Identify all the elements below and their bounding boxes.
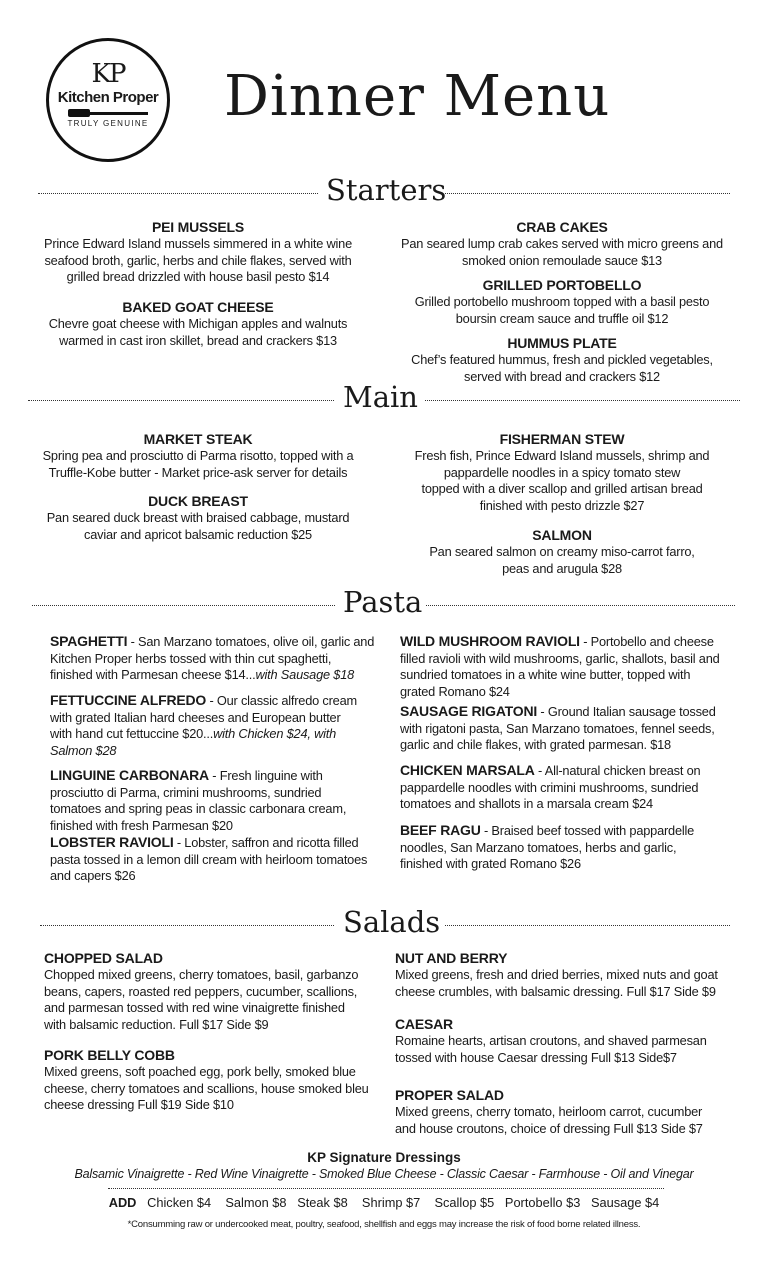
dressings-list: Balsamic Vinaigrette - Red Wine Vinaigrette - Smoked Blue Cheese - Classic Caesar - Farmhouse - Oil and Vinegar <box>74 1167 694 1181</box>
add-items: Chicken $4 Salmon $8 Steak $8 Shrimp $7 Scallop $5 Portobello $3 Sausage $4 <box>147 1195 660 1210</box>
section-pasta: Pasta <box>335 584 425 620</box>
disclaimer: *Consumming raw or undercooked meat, poultry, seafood, shellfish and eggs may increase the risk of food borne related illness. <box>127 1219 641 1230</box>
menu-item: GRILLED PORTOBELLO Grilled portobello mushroom topped with a basil pesto boursin cream sauce and truffle oil $12 <box>414 277 710 326</box>
menu-item: CRAB CAKES Pan seared lump crab cakes served with micro greens and smoked onion remoulade sauce $13 <box>401 219 723 268</box>
add-ons <box>0 1195 768 1210</box>
logo <box>46 38 170 162</box>
logo-name: Kitchen Proper <box>57 89 159 106</box>
menu-item: SALMON Pan seared salmon on creamy miso-carrot farro, peas and arugula $28 <box>429 527 695 576</box>
menu-item: BAKED GOAT CHEESE Chevre goat cheese with Michigan apples and walnuts warmed in cast iron skillet, bread and crackers $13 <box>48 299 348 348</box>
section-starters: Starters <box>318 172 444 208</box>
menu-item: SPAGHETTI - San Marzano tomatoes, olive oil, garlic and Kitchen Proper herbs tossed with thin cut spaghetti, finished with Parmesan cheese $14...with Sausage $18 <box>50 633 375 682</box>
menu-item: FETTUCCINE ALFREDO - Our classic alfredo cream with grated Italian hard cheeses and European butter with hand cut fettuccine $20...with Chicken $24, with Salmon $28 <box>50 692 357 758</box>
menu-item: NUT AND BERRY Mixed greens, fresh and dried berries, mixed nuts and goat cheese crumbles, with balsamic dressing. Full $17 Side $9 <box>395 950 718 999</box>
menu-item: FISHERMAN STEW Fresh fish, Prince Edward Island mussels, shrimp and pappardelle noodles in a spicy tomato stew topped with a diver scallop and grilled artisan bread finished with pesto drizzle $27 <box>414 431 710 513</box>
dressings-title: KP Signature Dressings <box>307 1150 461 1165</box>
page-title: Dinner Menu <box>224 64 611 129</box>
menu-item: PROPER SALAD Mixed greens, cherry tomato, heirloom carrot, cucumber and house croutons, choice of dressing Full $13 Side $7 <box>395 1087 703 1136</box>
menu-item: LOBSTER RAVIOLI - Lobster, saffron and ricotta filled pasta tossed in a lemon dill cream with heirloom tomatoes and capers $26 <box>50 834 368 883</box>
menu-item: PORK BELLY COBB Mixed greens, soft poached egg, pork belly, smoked blue cheese, cherry tomatoes and scallions, house smoked bleu cheese dressing Full $19 Side $10 <box>44 1047 369 1112</box>
section-salads: Salads <box>335 904 445 940</box>
menu-item: LINGUINE CARBONARA - Fresh linguine with prosciutto di Parma, crimini mushrooms, sundried tomatoes and spring peas in classic carbonara cream, finished with fresh Parmesan $20 <box>50 767 347 833</box>
menu-item: CHOPPED SALAD Chopped mixed greens, cherry tomatoes, basil, garbanzo beans, capers, roasted red peppers, cucumber, scallions, and parmesan tossed with red wine vinaigrette finished with balsamic reduction. Full $17 Side $9 <box>44 950 359 1032</box>
add-label: ADD <box>108 1195 137 1210</box>
menu-item: CAESAR Romaine hearts, artisan croutons, and shaved parmesan tossed with house Caesar dressing Full $13 Side$7 <box>395 1016 707 1065</box>
menu-item: BEEF RAGU - Braised beef tossed with pappardelle noodles, San Marzano tomatoes, herbs and garlic, finished with grated Romano $26 <box>400 822 695 871</box>
menu-item: SAUSAGE RIGATONI - Ground Italian sausage tossed with rigatoni pasta, San Marzano tomatoes, fennel seeds, garlic and chile flakes, with grated parmesan. $18 <box>400 703 716 752</box>
logo-tagline: TRULY GENUINE <box>67 119 149 128</box>
menu-item: PEI MUSSELS Prince Edward Island mussels simmered in a white wine seafood broth, garlic, herbs and chile flakes, served with grilled bread drizzled with house basil pesto $14 <box>43 219 353 284</box>
menu-item: WILD MUSHROOM RAVIOLI - Portobello and cheese filled ravioli with wild mushrooms, garlic, shallots, basil and sundried tomatoes in a white wine butter, topped with grated Romano $24 <box>400 633 720 699</box>
menu-item: DUCK BREAST Pan seared duck breast with braised cabbage, mustard caviar and apricot balsamic reduction $25 <box>46 493 350 542</box>
logo-initials: KP <box>91 59 125 89</box>
menu-item: CHICKEN MARSALA - All-natural chicken breast on pappardelle noodles with crimini mushrooms, sundried tomatoes and shallots in a marsala cream $24 <box>400 762 701 811</box>
knife-icon <box>68 112 148 115</box>
menu-item: MARKET STEAK Spring pea and prosciutto di Parma risotto, topped with a Truffle-Kobe butter - Market price-ask server for details <box>42 431 354 480</box>
section-main: Main <box>335 379 425 415</box>
menu-item: HUMMUS PLATE Chef’s featured hummus, fresh and pickled vegetables, served with bread and crackers $12 <box>411 335 713 384</box>
divider <box>108 1188 664 1189</box>
